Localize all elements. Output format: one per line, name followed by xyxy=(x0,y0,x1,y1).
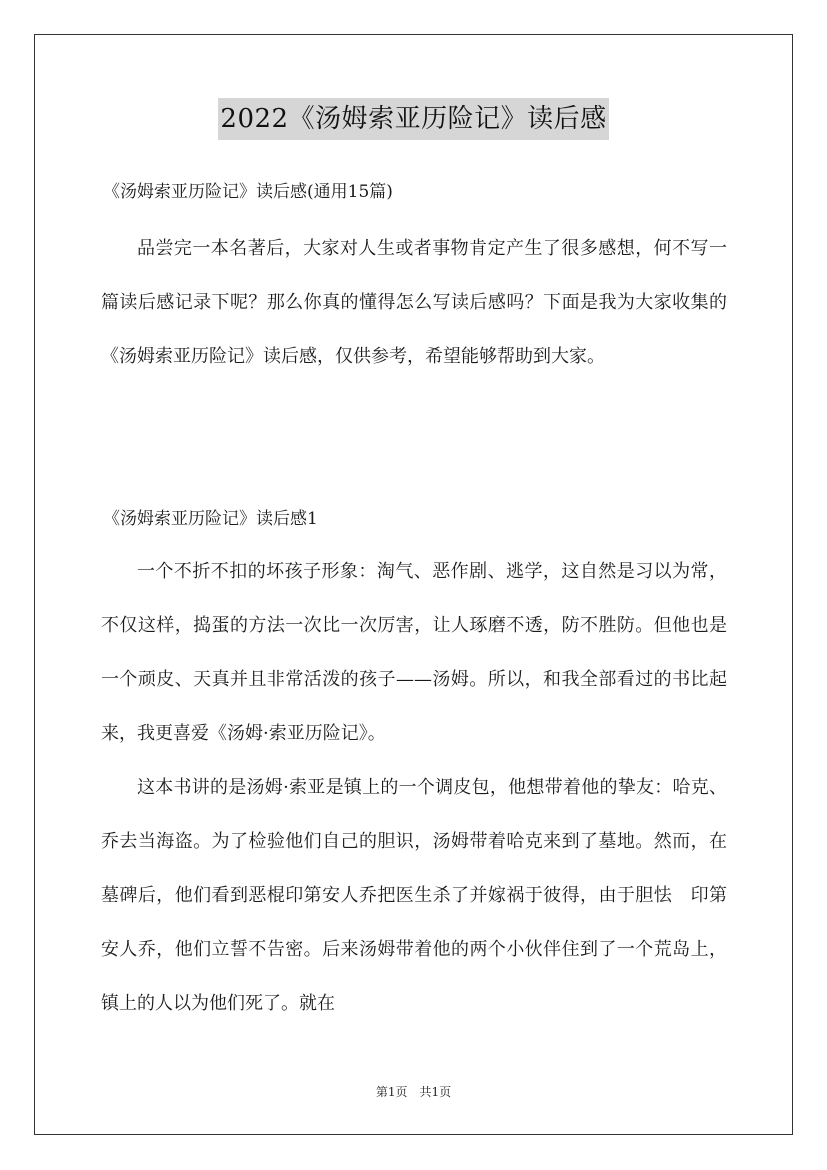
intro-paragraph-block xyxy=(101,222,727,384)
section-1-paragraph: 这本书讲的是汤姆·索亚是镇上的一个调皮包，他想带着他的挚友：哈克、乔去当海盗。为了检验他们自己的胆识，汤姆带着哈克来到了墓地。然而，在墓碑后，他们看到恶棍印第安人乔把医生杀了并嫁祸于彼得，由于胆怯 印第安人乔，他们立誓不告密。后来汤姆带着他的两个小伙伴住到了一个荒岛上，镇上的人以为他们死了。就在 xyxy=(101,777,727,1014)
section-1-heading: 《汤姆索亚历险记》读后感1 xyxy=(103,509,318,529)
section-1-paragraph: 一个不折不扣的坏孩子形象：淘气、恶作剧、逃学，这自然是习以为常，不仅这样，捣蛋的方法一次比一次厉害，让人琢磨不透，防不胜防。但他也是一个顽皮、天真并且非常活泼的孩子——汤姆。所以，和我全部看过的书比起来，我更喜爱《汤姆·索亚历险记》。 xyxy=(101,561,727,744)
section-1-body xyxy=(101,545,727,1031)
title-container xyxy=(0,98,827,140)
page-footer: 第1页 共1页 xyxy=(375,1085,452,1099)
intro-paragraph: 品尝完一本名著后，大家对人生或者事物肯定产生了很多感想，何不写一篇读后感记录下呢？那么你真的懂得怎么写读后感吗？下面是我为大家收集的《汤姆索亚历险记》读后感，仅供参考，希望能够帮助到大家。 xyxy=(101,238,727,367)
document-title: 2022《汤姆索亚历险记》读后感 xyxy=(218,98,608,140)
document-subtitle: 《汤姆索亚历险记》读后感(通用15篇) xyxy=(103,182,393,202)
